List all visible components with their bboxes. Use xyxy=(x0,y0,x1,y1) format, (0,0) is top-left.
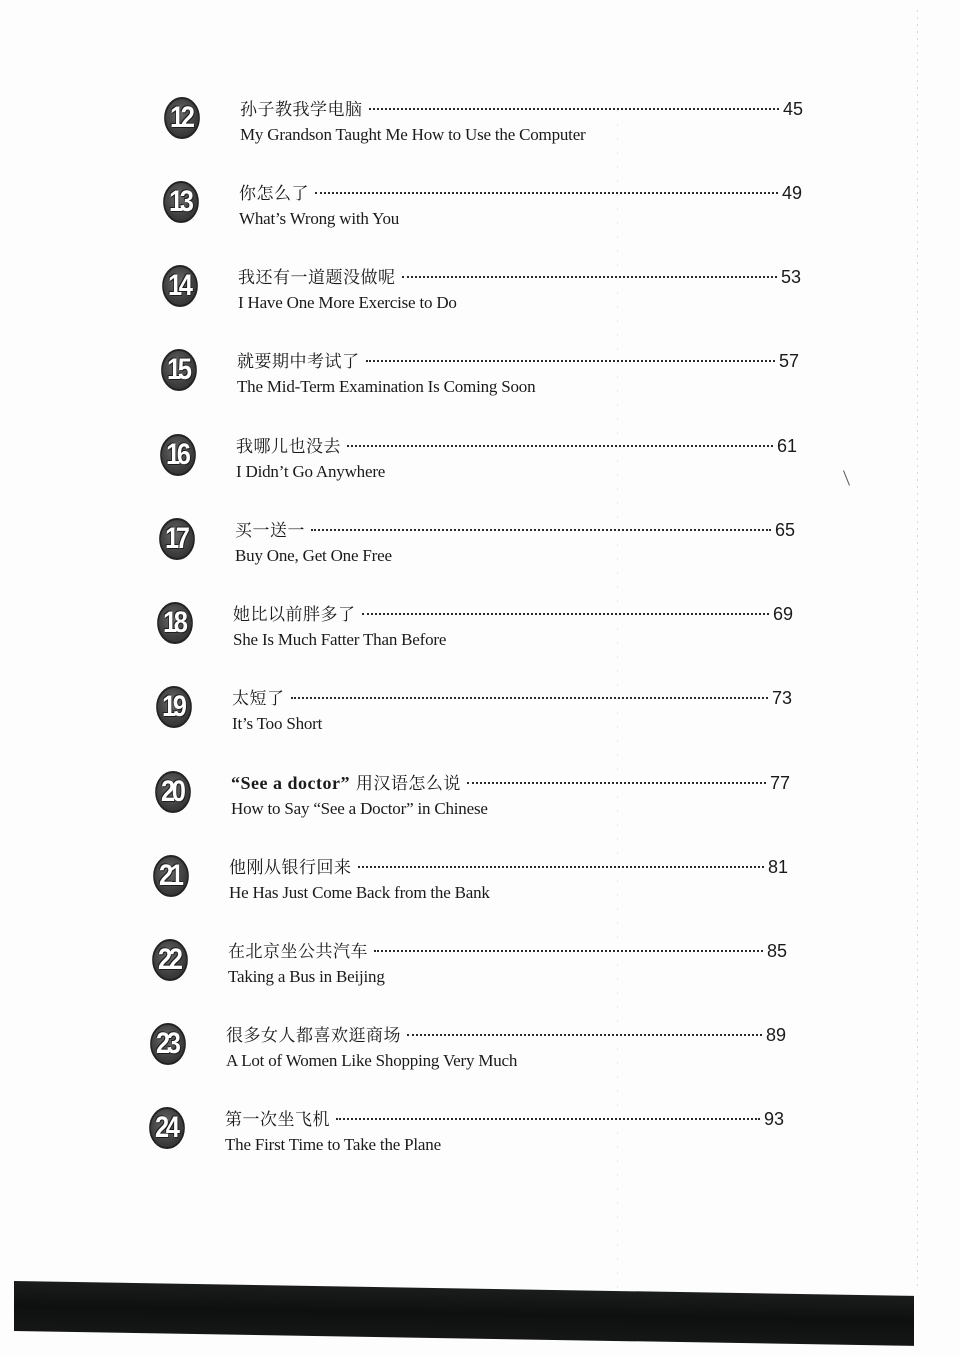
lesson-number-badge: 24 xyxy=(149,1107,185,1149)
toc-title-line xyxy=(239,179,802,204)
toc-title-line xyxy=(231,769,790,794)
english-title: How to Say “See a Doctor” in Chinese xyxy=(231,799,488,818)
chinese-title: 我还有一道题没做呢 xyxy=(238,268,396,288)
lesson-number-badge: 20 xyxy=(155,771,191,813)
page-number: 53 xyxy=(780,267,801,287)
toc-title-line xyxy=(225,1105,784,1130)
toc-title-line xyxy=(236,432,797,457)
page-number: 77 xyxy=(769,773,790,793)
lesson-number-badge: 17 xyxy=(159,518,195,560)
toc-entry-24[interactable] xyxy=(146,1107,784,1177)
english-title: The Mid-Term Examination Is Coming Soon xyxy=(237,377,536,396)
dot-leader xyxy=(374,950,763,952)
toc-title-line xyxy=(238,263,801,288)
chinese-title: 你怎么了 xyxy=(239,184,309,204)
toc-entry-14[interactable] xyxy=(159,265,801,335)
page-number: 57 xyxy=(778,351,799,371)
lesson-number-badge: 16 xyxy=(160,434,196,476)
chinese-title: 他刚从银行回来 xyxy=(229,858,352,878)
toc-title-line xyxy=(240,95,803,120)
english-title: He Has Just Come Back from the Bank xyxy=(229,883,490,902)
chinese-title: 就要期中考试了 xyxy=(237,352,360,372)
page-number: 61 xyxy=(776,436,797,456)
english-title: She Is Much Fatter Than Before xyxy=(233,630,447,649)
page-number: 93 xyxy=(763,1109,784,1129)
toc-entry-19[interactable] xyxy=(153,686,792,756)
english-title: A Lot of Women Like Shopping Very Much xyxy=(226,1051,518,1070)
chinese-title: 在北京坐公共汽车 xyxy=(228,942,368,962)
scan-artifact-edge xyxy=(917,10,918,1290)
page-number: 81 xyxy=(767,857,788,877)
chinese-title: 孙子教我学电脑 xyxy=(240,100,363,120)
toc-entry-13[interactable] xyxy=(160,181,802,251)
toc-title-line xyxy=(229,853,788,878)
dot-leader xyxy=(358,866,764,868)
chinese-title: “See a doctor” 用汉语怎么说 xyxy=(231,773,461,794)
page-number: 69 xyxy=(772,604,793,624)
dot-leader xyxy=(402,276,777,278)
chinese-title: 她比以前胖多了 xyxy=(233,605,356,625)
toc-title-line xyxy=(235,516,795,541)
dot-leader xyxy=(362,613,769,615)
english-title: The First Time to Take the Plane xyxy=(225,1135,441,1154)
dot-leader xyxy=(315,192,778,194)
english-title: Taking a Bus in Beijing xyxy=(228,967,385,986)
toc-entry-18[interactable] xyxy=(154,602,793,672)
toc-title-line xyxy=(226,1021,786,1046)
toc-entry-17[interactable] xyxy=(156,518,795,588)
lesson-number-badge: 19 xyxy=(156,686,192,728)
dot-leader xyxy=(366,360,775,362)
page-number: 89 xyxy=(765,1025,786,1045)
lesson-number-badge: 23 xyxy=(150,1023,186,1065)
dot-leader xyxy=(291,697,768,699)
lesson-number-badge: 21 xyxy=(153,855,189,897)
toc-title-line xyxy=(237,347,799,372)
toc-entry-21[interactable] xyxy=(150,855,788,925)
page-number: 85 xyxy=(766,941,787,961)
toc-title-line xyxy=(228,937,787,962)
dot-leader xyxy=(369,108,779,110)
lesson-number-badge: 15 xyxy=(161,349,197,391)
page-footer-bar xyxy=(14,1281,914,1346)
toc-entry-16[interactable] xyxy=(157,434,797,504)
english-title: What’s Wrong with You xyxy=(239,209,400,228)
toc-entry-23[interactable] xyxy=(147,1023,786,1093)
scan-artifact-mark xyxy=(843,470,850,485)
lesson-number-badge: 14 xyxy=(162,265,198,307)
lesson-number-badge: 12 xyxy=(164,97,200,139)
dot-leader xyxy=(347,445,773,447)
chinese-title: 很多女人都喜欢逛商场 xyxy=(226,1026,401,1046)
english-phrase-in-title: “See a doctor” xyxy=(231,773,350,793)
page-number: 45 xyxy=(782,99,803,119)
chinese-title: 我哪儿也没去 xyxy=(236,437,341,457)
toc-title-line xyxy=(232,684,792,709)
page-number: 49 xyxy=(781,183,802,203)
toc-entry-12[interactable] xyxy=(161,97,803,167)
chinese-title: 买一送一 xyxy=(235,521,305,541)
english-title: It’s Too Short xyxy=(232,714,323,733)
lesson-number-badge: 18 xyxy=(157,602,193,644)
page-number: 73 xyxy=(771,688,792,708)
english-title: Buy One, Get One Free xyxy=(235,546,392,565)
chinese-title: 第一次坐飞机 xyxy=(225,1110,330,1130)
toc-title-line xyxy=(233,600,793,625)
dot-leader xyxy=(311,529,771,531)
english-title: I Have One More Exercise to Do xyxy=(238,293,457,312)
english-title: My Grandson Taught Me How to Use the Computer xyxy=(240,125,586,144)
chinese-title: 太短了 xyxy=(232,689,285,709)
toc-entry-15[interactable] xyxy=(158,349,799,419)
dot-leader xyxy=(407,1034,762,1036)
page-number: 65 xyxy=(774,520,795,540)
lesson-number-badge: 13 xyxy=(163,181,199,223)
toc-entry-20[interactable] xyxy=(152,771,790,841)
english-title: I Didn’t Go Anywhere xyxy=(236,462,386,481)
dot-leader xyxy=(467,782,766,784)
dot-leader xyxy=(336,1118,760,1120)
lesson-number-badge: 22 xyxy=(152,939,188,981)
toc-entry-22[interactable] xyxy=(149,939,787,1009)
